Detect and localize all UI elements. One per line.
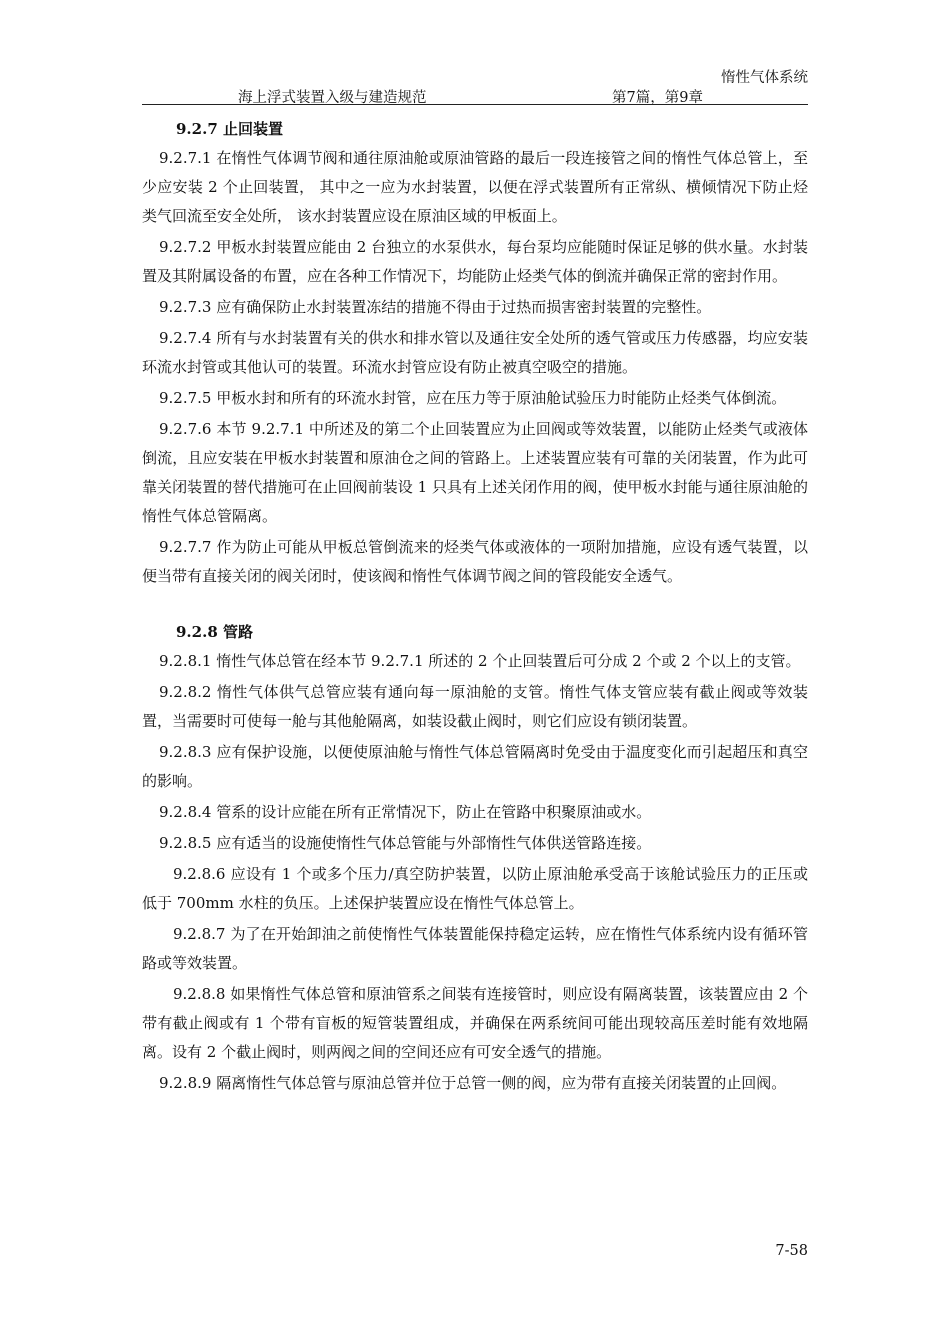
header-chapter-title: 惰性气体系统 xyxy=(721,70,808,86)
header-part-chapter: 第7篇，第9章 xyxy=(612,90,703,106)
paragraph: 9.2.7.3 应有确保防止水封装置冻结的措施不得由于过热而损害密封装置的完整性。 xyxy=(159,298,712,316)
document-body xyxy=(142,114,808,1098)
paragraph: 9.2.7.6 本节 9.2.7.1 中所述及的第二个止回装置应为止回阀或等效装置，以能防止烃类气或液体倒流，且应安装在甲板水封装置和原油仓之间的管路上。上述装置应装有可靠的关闭装置，作为此可靠关闭装置的替代措施可在止回阀前装设 1 只具有上述关闭作用的阀，使甲板水封能与通往原油舱的惰性气体总管隔离。 xyxy=(142,420,808,525)
paragraph: 9.2.8.7 为了在开始卸油之前使惰性气体装置能保持稳定运转，应在惰性气体系统内设有循环管路或等效装置。 xyxy=(142,925,808,972)
paragraph: 9.2.8.8 如果惰性气体总管和原油管系之间装有连接管时，则应设有隔离装置，该装置应由 2 个带有截止阀或有 1 个带有盲板的短管装置组成，并确保在两系统间可能出现较高压差时能有效地隔离。设有 2 个截止阀时，则两阀之间的空间还应有可安全透气的措施。 xyxy=(142,985,808,1061)
paragraph: 9.2.8.6 应设有 1 个或多个压力/真空防护装置，以防止原油舱承受高于该舱试验压力的正压或低于 700mm 水柱的负压。上述保护装置应设在惰性气体总管上。 xyxy=(142,865,808,912)
section-heading: 9.2.8 管路 xyxy=(176,623,253,641)
section-heading: 9.2.7 止回装置 xyxy=(176,120,283,138)
paragraph: 9.2.8.3 应有保护设施，以便使原油舱与惰性气体总管隔离时免受由于温度变化而引起超压和真空的影响。 xyxy=(142,743,808,790)
paragraph: 9.2.7.2 甲板水封装置应能由 2 台独立的水泵供水，每台泵均应能随时保证足够的供水量。水封装置及其附属设备的布置，应在各种工作情况下，均能防止烃类气体的倒流并确保正常的密封作用。 xyxy=(142,238,808,285)
paragraph: 9.2.8.9 隔离惰性气体总管与原油总管并位于总管一侧的阀，应为带有直接关闭装置的止回阀。 xyxy=(159,1074,787,1092)
paragraph: 9.2.8.2 惰性气体供气总管应装有通向每一原油舱的支管。惰性气体支管应装有截止阀或等效装置，当需要时可使每一舱与其他舱隔离，如装设截止阀时，则它们应设有锁闭装置。 xyxy=(142,683,808,730)
paragraph: 9.2.8.5 应有适当的设施使惰性气体总管能与外部惰性气体供送管路连接。 xyxy=(159,834,652,852)
paragraph: 9.2.8.4 管系的设计应能在所有正常情况下，防止在管路中积聚原油或水。 xyxy=(159,803,652,821)
header-book-title: 海上浮式装置入级与建造规范 xyxy=(238,90,427,106)
header-rule xyxy=(142,104,808,105)
paragraph: 9.2.7.4 所有与水封装置有关的供水和排水管以及通往安全处所的透气管或压力传感器，均应安装环流水封管或其他认可的装置。环流水封管应设有防止被真空吸空的措施。 xyxy=(142,329,808,376)
paragraph: 9.2.8.1 惰性气体总管在经本节 9.2.7.1 所述的 2 个止回装置后可分成 2 个或 2 个以上的支管。 xyxy=(159,652,801,670)
paragraph: 9.2.7.1 在惰性气体调节阀和通往原油舱或原油管路的最后一段连接管之间的惰性气体总管上，至少应安装 2 个止回装置， 其中之一应为水封装置，以便在浮式装置所有正常纵、横倾情况下防止烃类气回流至安全处所， 该水封装置应设在原油区域的甲板面上。 xyxy=(142,149,808,225)
page-number: 7-58 xyxy=(775,1243,808,1259)
paragraph: 9.2.7.7 作为防止可能从甲板总管倒流来的烃类气体或液体的一项附加措施，应设有透气装置，以便当带有直接关闭的阀关闭时，使该阀和惰性气体调节阀之间的管段能安全透气。 xyxy=(142,538,808,585)
paragraph: 9.2.7.5 甲板水封和所有的环流水封管，应在压力等于原油舱试验压力时能防止烃类气体倒流。 xyxy=(159,389,787,407)
